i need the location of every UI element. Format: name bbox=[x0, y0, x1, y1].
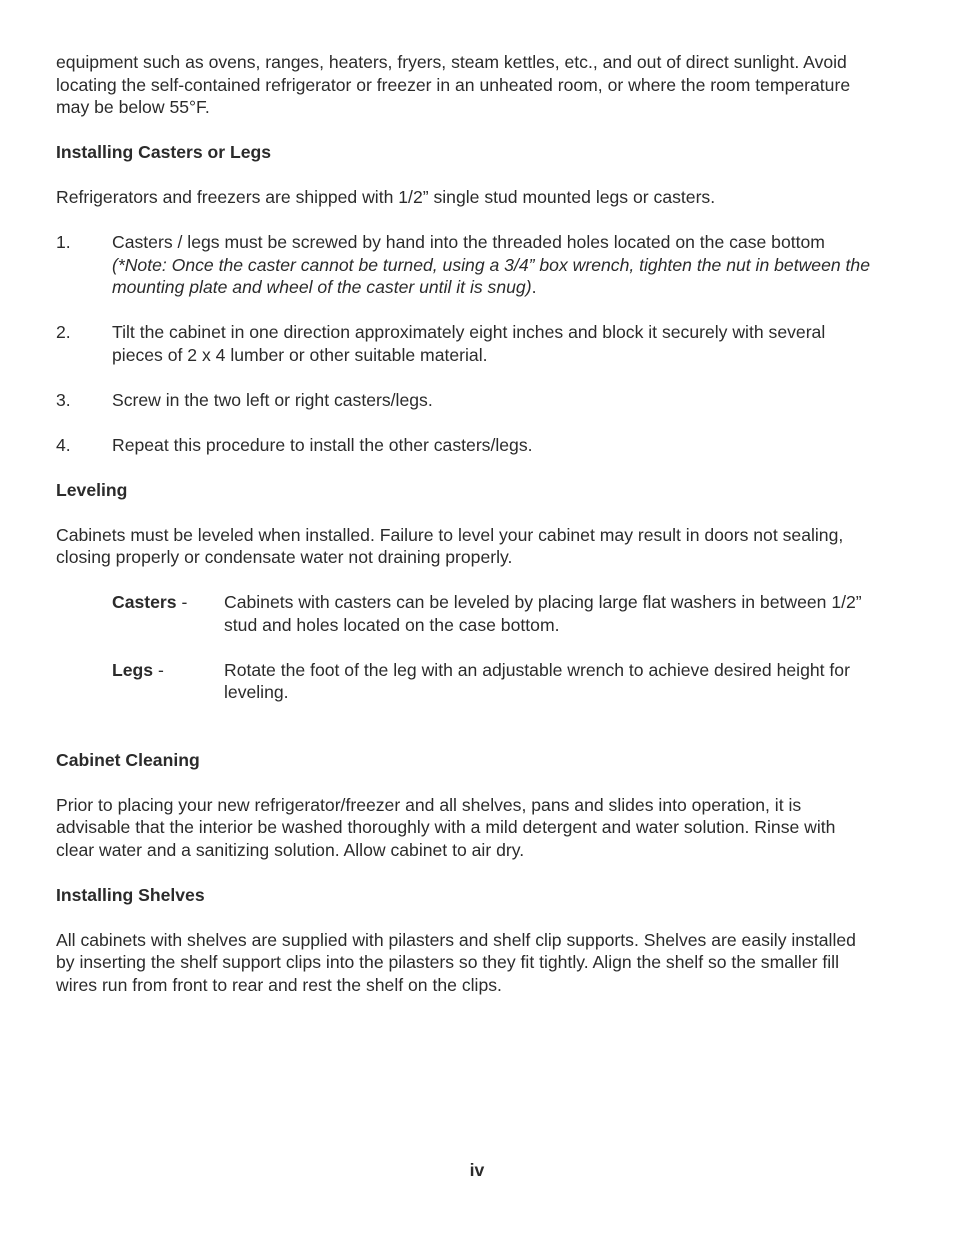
page-number: iv bbox=[469, 1160, 485, 1180]
definition-text: Cabinets with casters can be leveled by placing large flat washers in between 1/2” stud and holes located on the case bottom. bbox=[224, 592, 862, 635]
heading-cabinet-cleaning: Cabinet Cleaning bbox=[56, 749, 200, 770]
step-text-end: . bbox=[531, 277, 537, 297]
term-separator: - bbox=[153, 659, 164, 680]
intro-paragraph: equipment such as ovens, ranges, heaters, fryers, steam kettles, etc., and out of direct sunlight. Avoid locating the self-contained refrigerator or freezer in an unheated room, or where the room temperature may be below 55°F. bbox=[56, 52, 851, 117]
list-item bbox=[56, 231, 876, 299]
document-page bbox=[56, 51, 876, 1019]
definition-term bbox=[112, 659, 224, 704]
list-item bbox=[56, 321, 876, 366]
list-item bbox=[56, 389, 876, 412]
casters-legs-intro: Refrigerators and freezers are shipped with 1/2” single stud mounted legs or casters. bbox=[56, 187, 716, 207]
cleaning-paragraph: Prior to placing your new refrigerator/freezer and all shelves, pans and slides into operation, it is advisable that the interior be washed thoroughly with a mild detergent and water solution. Rinse with clear water and a sanitizing solution. Allow cabinet to air dry. bbox=[56, 794, 836, 860]
heading-installing-shelves: Installing Shelves bbox=[56, 884, 205, 905]
term-casters: Casters bbox=[112, 592, 177, 612]
step-number: 3. bbox=[56, 389, 71, 410]
step-text bbox=[112, 231, 876, 299]
list-item bbox=[112, 659, 876, 704]
shelves-paragraph: All cabinets with shelves are supplied with pilasters and shelf clip supports. Shelves are easily installed by inserting the shelf support clips into the pilasters so they fit tightly. Align the shelf so the smaller fill wires run from front to rear and rest the shelf on the clips. bbox=[56, 929, 856, 995]
step-number: 4. bbox=[56, 434, 71, 455]
term-separator: - bbox=[176, 592, 188, 612]
heading-leveling: Leveling bbox=[56, 479, 128, 500]
step-text: Tilt the cabinet in one direction approximately eight inches and block it securely with several pieces of 2 x 4 lumber or other suitable material. bbox=[112, 322, 826, 365]
term-legs: Legs bbox=[112, 659, 154, 680]
section-spacer bbox=[56, 726, 876, 749]
definition-term bbox=[112, 591, 224, 636]
casters-steps-list bbox=[56, 231, 876, 456]
step-text: Repeat this procedure to install the other casters/legs. bbox=[112, 434, 533, 455]
list-item bbox=[56, 434, 876, 457]
leveling-intro: Cabinets must be leveled when installed. Failure to level your cabinet may result in doors not sealing, closing properly or condensate water not draining properly. bbox=[56, 524, 844, 567]
definition-text: Rotate the foot of the leg with an adjustable wrench to achieve desired height for leveling. bbox=[224, 659, 850, 702]
leveling-definitions bbox=[112, 591, 876, 704]
step-text-main: Casters / legs must be screwed by hand into the threaded holes located on the case bottom bbox=[112, 232, 825, 252]
list-item bbox=[112, 591, 876, 636]
step-text: Screw in the two left or right casters/legs. bbox=[112, 389, 433, 410]
step-number: 1. bbox=[56, 232, 71, 252]
heading-installing-casters-legs: Installing Casters or Legs bbox=[56, 142, 272, 162]
step-number: 2. bbox=[56, 322, 71, 342]
step-note: (*Note: Once the caster cannot be turned, using a 3/4” box wrench, tighten the nut in between the mounting plate and wheel of the caster until it is snug) bbox=[112, 254, 870, 297]
